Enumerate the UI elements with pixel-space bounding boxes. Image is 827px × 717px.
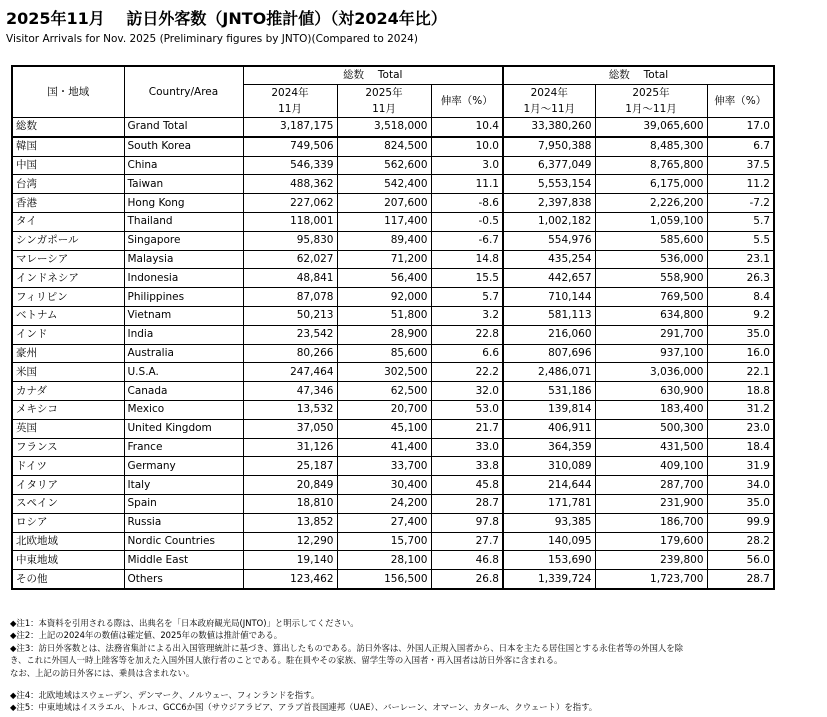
region-name-jp: メキシコ: [12, 400, 124, 419]
rate-ytd: 5.5: [707, 231, 774, 250]
region-name-en: Mexico: [124, 400, 243, 419]
header-rate-month: 伸率（%）: [431, 85, 503, 118]
value-2025-ytd: 231,900: [595, 494, 707, 513]
value-2024-month: 123,462: [243, 570, 337, 589]
value-2025-ytd: 2,226,200: [595, 194, 707, 213]
value-2025-ytd: 634,800: [595, 306, 707, 325]
rate-ytd: -7.2: [707, 194, 774, 213]
table-row: [12, 551, 774, 570]
region-name-jp: フィリピン: [12, 288, 124, 307]
rate-ytd: 6.7: [707, 137, 774, 156]
total-row: [12, 118, 774, 137]
value-2025-month: 20,700: [337, 400, 431, 419]
table-row: [12, 325, 774, 344]
value-2024-ytd: 554,976: [503, 231, 595, 250]
rate-month: 5.7: [431, 288, 503, 307]
header-2025-ytd: 2025年 1月～11月: [595, 85, 707, 118]
value-2024-month: 3,187,175: [243, 118, 337, 137]
value-2024-month: 47,346: [243, 382, 337, 401]
value-2025-month: 3,518,000: [337, 118, 431, 137]
value-2025-ytd: 769,500: [595, 288, 707, 307]
header-2025-month: 2025年 11月: [337, 85, 431, 118]
region-name-en: Taiwan: [124, 175, 243, 194]
region-name-en: Nordic Countries: [124, 532, 243, 551]
region-name-en: Thailand: [124, 212, 243, 231]
value-2024-month: 87,078: [243, 288, 337, 307]
rate-month: 22.2: [431, 363, 503, 382]
value-2024-ytd: 5,553,154: [503, 175, 595, 194]
value-2025-month: 71,200: [337, 250, 431, 269]
rate-ytd: 37.5: [707, 156, 774, 175]
value-2025-month: 117,400: [337, 212, 431, 231]
region-name-jp: 豪州: [12, 344, 124, 363]
value-2024-ytd: 216,060: [503, 325, 595, 344]
rate-ytd: 28.2: [707, 532, 774, 551]
region-name-jp: インドネシア: [12, 269, 124, 288]
value-2025-ytd: 6,175,000: [595, 175, 707, 194]
table-row: [12, 419, 774, 438]
value-2025-ytd: 291,700: [595, 325, 707, 344]
region-name-en: Middle East: [124, 551, 243, 570]
note-2: ◆注2：上記の2024年の数値は確定値、2025年の数値は推計値である。: [10, 630, 283, 641]
header-2024-month: 2024年 11月: [243, 85, 337, 118]
rate-month: 97.8: [431, 513, 503, 532]
value-2024-ytd: 140,095: [503, 532, 595, 551]
value-2025-ytd: 536,000: [595, 250, 707, 269]
rate-month: 15.5: [431, 269, 503, 288]
rate-ytd: 8.4: [707, 288, 774, 307]
region-name-jp: その他: [12, 570, 124, 589]
region-name-en: France: [124, 438, 243, 457]
value-2024-month: 546,339: [243, 156, 337, 175]
rate-month: 53.0: [431, 400, 503, 419]
value-2024-month: 48,841: [243, 269, 337, 288]
value-2025-ytd: 8,765,800: [595, 156, 707, 175]
rate-ytd: 9.2: [707, 306, 774, 325]
header-region-en: Country/Area: [124, 66, 243, 118]
rate-ytd: 34.0: [707, 476, 774, 495]
value-2024-ytd: 2,486,071: [503, 363, 595, 382]
value-2024-ytd: 214,644: [503, 476, 595, 495]
table-row: [12, 137, 774, 156]
value-2025-month: 207,600: [337, 194, 431, 213]
rate-month: 14.8: [431, 250, 503, 269]
value-2024-month: 247,464: [243, 363, 337, 382]
value-2025-month: 28,100: [337, 551, 431, 570]
value-2025-ytd: 179,600: [595, 532, 707, 551]
region-name-jp: マレーシア: [12, 250, 124, 269]
region-name-jp: 総数: [12, 118, 124, 137]
value-2024-month: 95,830: [243, 231, 337, 250]
value-2024-month: 13,852: [243, 513, 337, 532]
value-2025-ytd: 239,800: [595, 551, 707, 570]
table-row: [12, 438, 774, 457]
value-2025-ytd: 186,700: [595, 513, 707, 532]
value-2025-month: 24,200: [337, 494, 431, 513]
note-1: ◆注1：本資料を引用される際は、出典名を「日本政府観光局(JNTO)」と明示してください。: [10, 618, 359, 628]
value-2025-ytd: 937,100: [595, 344, 707, 363]
header-rate-ytd: 伸率（%）: [707, 85, 774, 118]
region-name-en: Others: [124, 570, 243, 589]
region-name-en: Hong Kong: [124, 194, 243, 213]
value-2024-ytd: 435,254: [503, 250, 595, 269]
value-2024-month: 25,187: [243, 457, 337, 476]
note-3b: き、これに外国人一時上陸客等を加えた入国外国人旅行者のことである。駐在員やその家族、留学生等の入国者・再入国者は訪日外客に含まれる。: [10, 655, 563, 666]
region-name-jp: 香港: [12, 194, 124, 213]
rate-ytd: 56.0: [707, 551, 774, 570]
value-2025-month: 15,700: [337, 532, 431, 551]
value-2025-month: 51,800: [337, 306, 431, 325]
rate-ytd: 31.9: [707, 457, 774, 476]
table-row: [12, 306, 774, 325]
value-2024-month: 80,266: [243, 344, 337, 363]
value-2024-month: 227,062: [243, 194, 337, 213]
region-name-jp: ロシア: [12, 513, 124, 532]
value-2024-month: 37,050: [243, 419, 337, 438]
value-2024-month: 18,810: [243, 494, 337, 513]
value-2025-month: 30,400: [337, 476, 431, 495]
table-row: [12, 250, 774, 269]
rate-month: 6.6: [431, 344, 503, 363]
rate-month: 46.8: [431, 551, 503, 570]
rate-month: 10.4: [431, 118, 503, 137]
region-name-en: Malaysia: [124, 250, 243, 269]
region-name-en: Italy: [124, 476, 243, 495]
value-2025-month: 85,600: [337, 344, 431, 363]
rate-month: 45.8: [431, 476, 503, 495]
value-2024-month: 749,506: [243, 137, 337, 156]
rate-month: -8.6: [431, 194, 503, 213]
value-2024-month: 31,126: [243, 438, 337, 457]
value-2024-month: 12,290: [243, 532, 337, 551]
rate-month: 22.8: [431, 325, 503, 344]
table-row: [12, 156, 774, 175]
value-2024-ytd: 1,339,724: [503, 570, 595, 589]
region-name-jp: 中国: [12, 156, 124, 175]
value-2024-ytd: 139,814: [503, 400, 595, 419]
value-2024-ytd: 93,385: [503, 513, 595, 532]
table-row: [12, 382, 774, 401]
rate-month: 3.2: [431, 306, 503, 325]
value-2024-month: 50,213: [243, 306, 337, 325]
rate-ytd: 22.1: [707, 363, 774, 382]
region-name-jp: シンガポール: [12, 231, 124, 250]
value-2024-month: 488,362: [243, 175, 337, 194]
rate-ytd: 17.0: [707, 118, 774, 137]
region-name-en: Spain: [124, 494, 243, 513]
region-name-jp: スペイン: [12, 494, 124, 513]
value-2024-ytd: 442,657: [503, 269, 595, 288]
region-name-en: Australia: [124, 344, 243, 363]
table-row: [12, 457, 774, 476]
rate-ytd: 18.4: [707, 438, 774, 457]
region-name-jp: タイ: [12, 212, 124, 231]
value-2025-ytd: 585,600: [595, 231, 707, 250]
rate-ytd: 23.0: [707, 419, 774, 438]
region-name-jp: イタリア: [12, 476, 124, 495]
region-name-en: Canada: [124, 382, 243, 401]
rate-month: 32.0: [431, 382, 503, 401]
value-2024-ytd: 364,359: [503, 438, 595, 457]
value-2025-month: 92,000: [337, 288, 431, 307]
value-2024-ytd: 531,186: [503, 382, 595, 401]
value-2025-ytd: 1,723,700: [595, 570, 707, 589]
table-row: [12, 175, 774, 194]
value-2024-month: 118,001: [243, 212, 337, 231]
value-2024-ytd: 171,781: [503, 494, 595, 513]
value-2025-ytd: 1,059,100: [595, 212, 707, 231]
region-name-en: Philippines: [124, 288, 243, 307]
value-2024-ytd: 33,380,260: [503, 118, 595, 137]
rate-ytd: 35.0: [707, 325, 774, 344]
rate-ytd: 5.7: [707, 212, 774, 231]
value-2025-month: 56,400: [337, 269, 431, 288]
value-2025-month: 824,500: [337, 137, 431, 156]
rate-month: 33.8: [431, 457, 503, 476]
value-2025-month: 156,500: [337, 570, 431, 589]
region-name-en: Vietnam: [124, 306, 243, 325]
region-name-en: U.S.A.: [124, 363, 243, 382]
rate-month: 10.0: [431, 137, 503, 156]
rate-ytd: 99.9: [707, 513, 774, 532]
region-name-jp: カナダ: [12, 382, 124, 401]
value-2024-ytd: 2,397,838: [503, 194, 595, 213]
value-2024-ytd: 807,696: [503, 344, 595, 363]
rate-ytd: 35.0: [707, 494, 774, 513]
value-2025-month: 542,400: [337, 175, 431, 194]
region-name-jp: 韓国: [12, 137, 124, 156]
table-row: [12, 194, 774, 213]
table-row: [12, 231, 774, 250]
note-3a: ◆注3：訪日外客数とは、法務省集計による出入国管理統計に基づき、算出したものである。訪日外客は、外国人正規入国者から、日本を主たる居住国とする永住者等の外国人を除: [10, 642, 684, 653]
value-2024-ytd: 710,144: [503, 288, 595, 307]
region-name-en: India: [124, 325, 243, 344]
value-2024-ytd: 153,690: [503, 551, 595, 570]
region-name-en: Germany: [124, 457, 243, 476]
value-2025-month: 89,400: [337, 231, 431, 250]
rate-ytd: 23.1: [707, 250, 774, 269]
rate-month: 21.7: [431, 419, 503, 438]
region-name-en: Grand Total: [124, 118, 243, 137]
value-2025-month: 41,400: [337, 438, 431, 457]
region-name-jp: フランス: [12, 438, 124, 457]
rate-month: 26.8: [431, 570, 503, 589]
rate-month: -0.5: [431, 212, 503, 231]
value-2025-ytd: 500,300: [595, 419, 707, 438]
value-2024-ytd: 6,377,049: [503, 156, 595, 175]
value-2024-ytd: 581,113: [503, 306, 595, 325]
rate-month: 27.7: [431, 532, 503, 551]
value-2024-ytd: 1,002,182: [503, 212, 595, 231]
rate-month: -6.7: [431, 231, 503, 250]
rate-ytd: 26.3: [707, 269, 774, 288]
table-row: [12, 400, 774, 419]
note-3c: なお、上記の訪日外客には、乗員は含まれない。: [10, 667, 195, 678]
value-2025-month: 33,700: [337, 457, 431, 476]
rate-ytd: 16.0: [707, 344, 774, 363]
page-subtitle: Visitor Arrivals for Nov. 2025 (Preliminary figures by JNTO)(Compared to 2024): [6, 33, 418, 45]
value-2024-month: 20,849: [243, 476, 337, 495]
value-2025-ytd: 558,900: [595, 269, 707, 288]
region-name-jp: インド: [12, 325, 124, 344]
region-name-jp: 中東地域: [12, 551, 124, 570]
value-2024-month: 23,542: [243, 325, 337, 344]
region-name-jp: 北欧地域: [12, 532, 124, 551]
rate-month: 28.7: [431, 494, 503, 513]
value-2024-ytd: 310,089: [503, 457, 595, 476]
table-row: [12, 532, 774, 551]
region-name-en: Russia: [124, 513, 243, 532]
rate-ytd: 31.2: [707, 400, 774, 419]
value-2025-ytd: 630,900: [595, 382, 707, 401]
value-2025-month: 45,100: [337, 419, 431, 438]
region-name-en: Indonesia: [124, 269, 243, 288]
rate-month: 3.0: [431, 156, 503, 175]
header-2024-ytd: 2024年 1月～11月: [503, 85, 595, 118]
value-2025-month: 62,500: [337, 382, 431, 401]
value-2025-ytd: 287,700: [595, 476, 707, 495]
value-2024-month: 13,532: [243, 400, 337, 419]
rate-month: 11.1: [431, 175, 503, 194]
value-2024-ytd: 7,950,388: [503, 137, 595, 156]
region-name-en: Singapore: [124, 231, 243, 250]
rate-month: 33.0: [431, 438, 503, 457]
value-2025-ytd: 183,400: [595, 400, 707, 419]
header-region-jp: 国・地域: [12, 66, 124, 118]
value-2025-ytd: 3,036,000: [595, 363, 707, 382]
table-row: [12, 570, 774, 589]
region-name-jp: 台湾: [12, 175, 124, 194]
region-name-en: South Korea: [124, 137, 243, 156]
value-2025-ytd: 409,100: [595, 457, 707, 476]
note-5: ◆注5：中東地域はイスラエル、トルコ、GCC6か国（サウジアラビア、アラブ首長国連邦（UAE）、バーレーン、オマーン、カタール、クウェート）を指す。: [10, 702, 598, 713]
value-2025-month: 562,600: [337, 156, 431, 175]
region-name-en: China: [124, 156, 243, 175]
table-row: [12, 344, 774, 363]
notes-section: [10, 617, 683, 714]
table-row: [12, 288, 774, 307]
note-4: ◆注4：北欧地域はスウェーデン、デンマーク、ノルウェー、フィンランドを指す。: [10, 690, 320, 701]
header-total-ytd: 総数 Total: [503, 66, 774, 85]
value-2024-ytd: 406,911: [503, 419, 595, 438]
region-name-en: United Kingdom: [124, 419, 243, 438]
value-2025-month: 27,400: [337, 513, 431, 532]
value-2025-ytd: 39,065,600: [595, 118, 707, 137]
visitor-arrivals-table: [11, 65, 775, 590]
value-2024-month: 62,027: [243, 250, 337, 269]
value-2025-month: 28,900: [337, 325, 431, 344]
table-row: [12, 476, 774, 495]
region-name-jp: 米国: [12, 363, 124, 382]
value-2025-ytd: 431,500: [595, 438, 707, 457]
header-total-month: 総数 Total: [243, 66, 503, 85]
value-2024-month: 19,140: [243, 551, 337, 570]
table-row: [12, 212, 774, 231]
rate-ytd: 28.7: [707, 570, 774, 589]
rate-ytd: 18.8: [707, 382, 774, 401]
rate-ytd: 11.2: [707, 175, 774, 194]
value-2025-month: 302,500: [337, 363, 431, 382]
table-row: [12, 494, 774, 513]
page-title: 2025年11月 訪日外客数（JNTO推計値）（対2024年比）: [6, 9, 447, 28]
table-row: [12, 269, 774, 288]
table-row: [12, 513, 774, 532]
region-name-jp: ドイツ: [12, 457, 124, 476]
table-row: [12, 363, 774, 382]
region-name-jp: 英国: [12, 419, 124, 438]
region-name-jp: ベトナム: [12, 306, 124, 325]
value-2025-ytd: 8,485,300: [595, 137, 707, 156]
